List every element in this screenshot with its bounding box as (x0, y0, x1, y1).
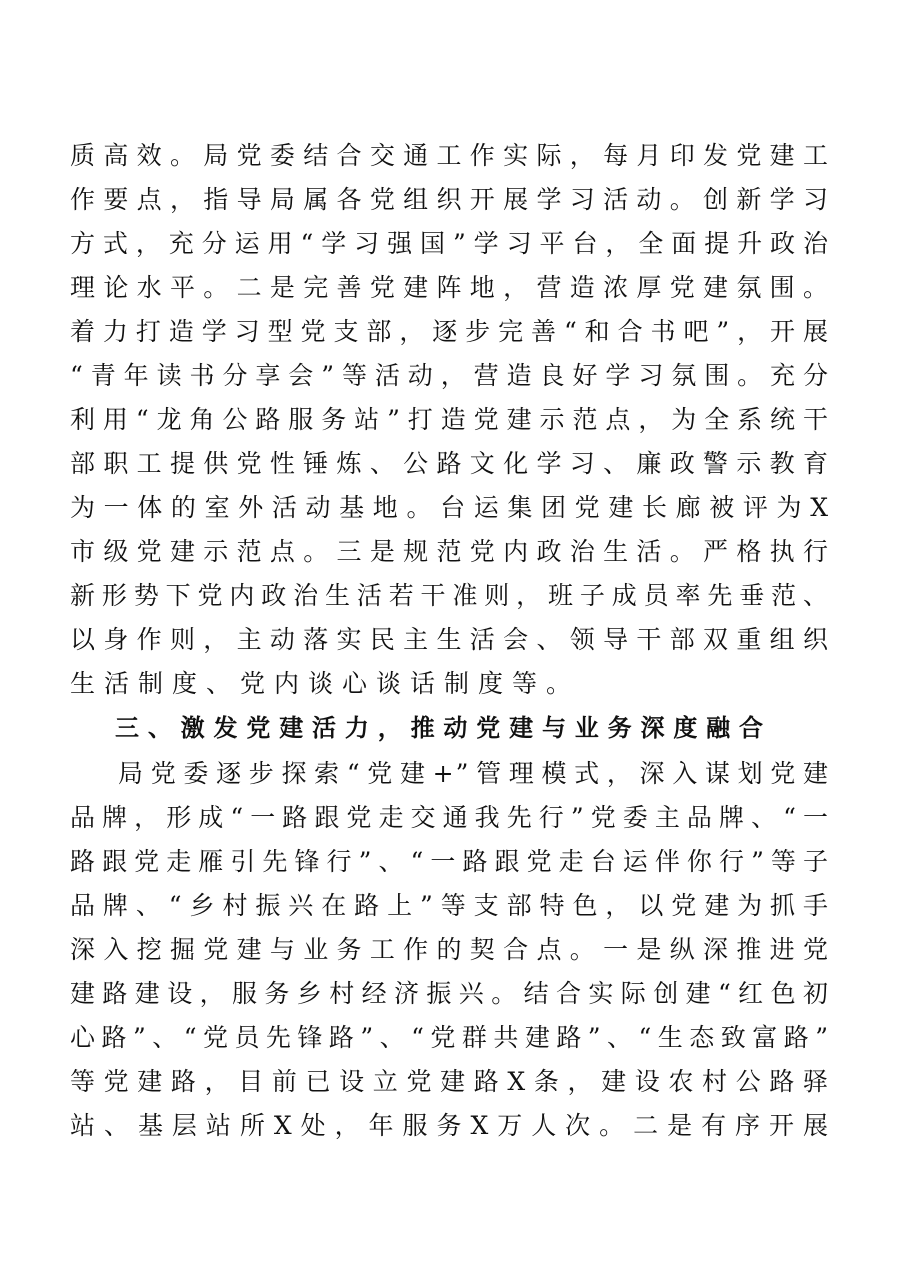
body-line-11: 新形势下党内政治生活若干准则，班子成员率先垂范、 (70, 581, 830, 610)
body-line-17: 品牌、“乡村振兴在路上”等支部特色，以党建为抓手 (70, 891, 830, 920)
body-line-16: 路跟党走雁引先锋行”、“一路跟党走台运伴你行”等子 (70, 847, 830, 876)
body-line-10: 市级党建示范点。三是规范党内政治生活。严格执行 (70, 537, 830, 566)
body-line-19: 建路建设，服务乡村经济振兴。结合实际创建“红色初 (70, 979, 830, 1008)
body-line-1: 质高效。局党委结合交通工作实际，每月印发党建工 (70, 141, 830, 170)
body-line-6: “青年读书分享会”等活动，营造良好学习氛围。充分 (70, 361, 830, 390)
body-line-7: 利用“龙角公路服务站”打造党建示范点，为全系统干 (70, 405, 830, 434)
body-line-8: 部职工提供党性锤炼、公路文化学习、廉政警示教育 (70, 449, 830, 478)
body-line-21: 等党建路，目前已设立党建路X条，建设农村公路驿 (70, 1067, 830, 1096)
body-line-20: 心路”、“党员先锋路”、“党群共建路”、“生态致富路” (70, 1023, 830, 1052)
body-line-18: 深入挖掘党建与业务工作的契合点。一是纵深推进党 (70, 935, 830, 964)
body-line-14: 局党委逐步探索“党建+”管理模式，深入谋划党建 (118, 759, 830, 788)
body-line-3: 方式，充分运用“学习强国”学习平台，全面提升政治 (70, 229, 830, 258)
body-line-13: 生活制度、党内谈心谈话制度等。 (70, 669, 581, 698)
body-line-4: 理论水平。二是完善党建阵地，营造浓厚党建氛围。 (70, 273, 830, 302)
body-line-9: 为一体的室外活动基地。台运集团党建长廊被评为X (70, 493, 830, 522)
body-line-22: 站、基层站所X处，年服务X万人次。二是有序开展 (70, 1111, 830, 1140)
section-heading: 三、激发党建活力，推动党建与业务深度融合 (115, 714, 765, 742)
body-line-5: 着力打造学习型党支部，逐步完善“和合书吧”，开展 (70, 317, 830, 346)
body-line-2: 作要点，指导局属各党组织开展学习活动。创新学习 (70, 185, 830, 214)
body-line-15: 品牌，形成“一路跟党走交通我先行”党委主品牌、“一 (70, 803, 830, 832)
body-line-12: 以身作则，主动落实民主生活会、领导干部双重组织 (70, 625, 830, 654)
